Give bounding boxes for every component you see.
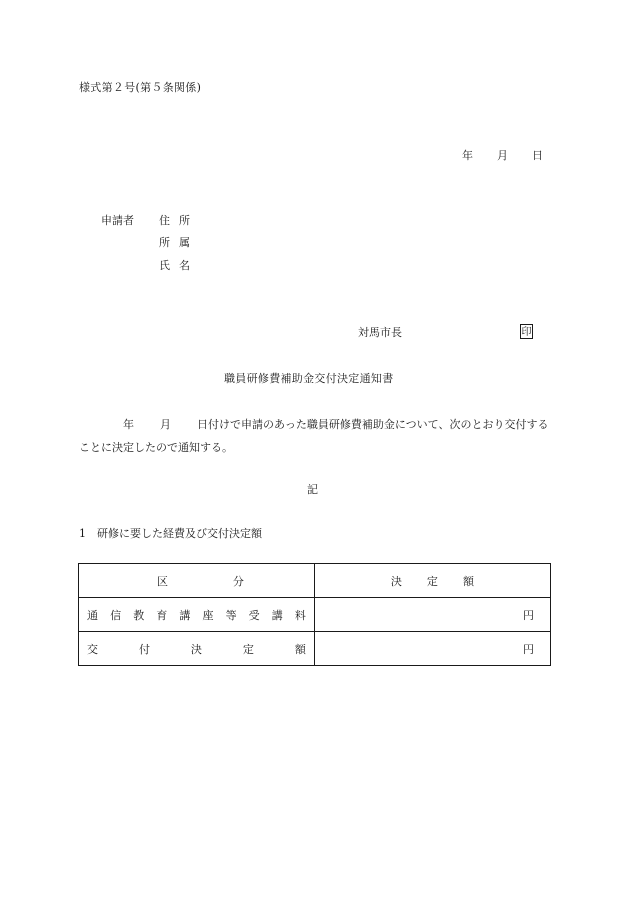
header-category xyxy=(79,564,315,598)
affiliation-field-label: 所属 xyxy=(159,236,199,249)
spread-char: 受 xyxy=(248,608,260,622)
spread-char: 等 xyxy=(225,608,237,622)
row-amount-cell xyxy=(314,632,550,666)
applicant-label: 申請者 xyxy=(101,214,134,227)
spread-char: 決 xyxy=(390,574,402,588)
issuer-name: 対馬市長 xyxy=(358,326,402,339)
spread-char: 講 xyxy=(271,608,283,622)
spread-char: 座 xyxy=(202,608,214,622)
table-row xyxy=(79,632,551,666)
row-label-cell xyxy=(79,598,315,632)
section-heading-text: 研修に要した経費及び交付決定額 xyxy=(97,527,262,540)
document-title: 職員研修費補助金交付決定通知書 xyxy=(224,372,394,385)
ki-marker: 記 xyxy=(307,483,318,496)
day-label: 日 xyxy=(532,149,543,162)
row-label-cell xyxy=(79,632,315,666)
spread-char: 区 xyxy=(157,574,168,588)
spread-char: 交 xyxy=(87,642,98,656)
body-year-label: 年 xyxy=(123,418,134,431)
spread-char: 講 xyxy=(179,608,191,622)
spread-char: 額 xyxy=(294,642,306,656)
spread-char: 料 xyxy=(294,608,306,622)
spread-char: 付 xyxy=(138,642,150,656)
spread-char: 通 xyxy=(87,608,98,622)
year-label: 年 xyxy=(462,149,473,162)
spread-char: 決 xyxy=(190,642,202,656)
row-label-text xyxy=(79,641,314,657)
row-amount-cell xyxy=(314,598,550,632)
header-amount-text xyxy=(315,573,550,589)
spread-char: 信 xyxy=(110,608,122,622)
form-number: 様式第２号(第５条関係) xyxy=(79,81,202,94)
row-label-text xyxy=(79,607,314,623)
section-number: 1 xyxy=(79,527,86,540)
header-amount xyxy=(314,564,550,598)
yen-unit: 円 xyxy=(523,608,534,622)
yen-unit: 円 xyxy=(523,642,534,656)
name-field-label: 氏名 xyxy=(159,259,199,272)
body-paragraph xyxy=(79,413,551,459)
spread-char: 定 xyxy=(426,574,438,588)
body-month-label: 月 xyxy=(160,418,171,431)
body-text: 日付けで申請のあった職員研修費補助金について、次のとおり交付することに決定したので通知する。 xyxy=(79,418,549,454)
address-field-label: 住所 xyxy=(159,214,199,227)
table-row xyxy=(79,598,551,632)
seal-mark: 印 xyxy=(520,324,533,339)
spread-char: 教 xyxy=(133,608,145,622)
spread-char: 額 xyxy=(462,574,474,588)
date-line xyxy=(462,149,543,163)
table-header-row xyxy=(79,564,551,598)
spread-char: 定 xyxy=(242,642,254,656)
header-category-text xyxy=(79,573,314,589)
section-heading xyxy=(79,527,262,541)
spread-char: 分 xyxy=(232,574,244,588)
fee-table xyxy=(78,563,551,666)
spread-char: 育 xyxy=(156,608,168,622)
month-label: 月 xyxy=(497,149,508,162)
